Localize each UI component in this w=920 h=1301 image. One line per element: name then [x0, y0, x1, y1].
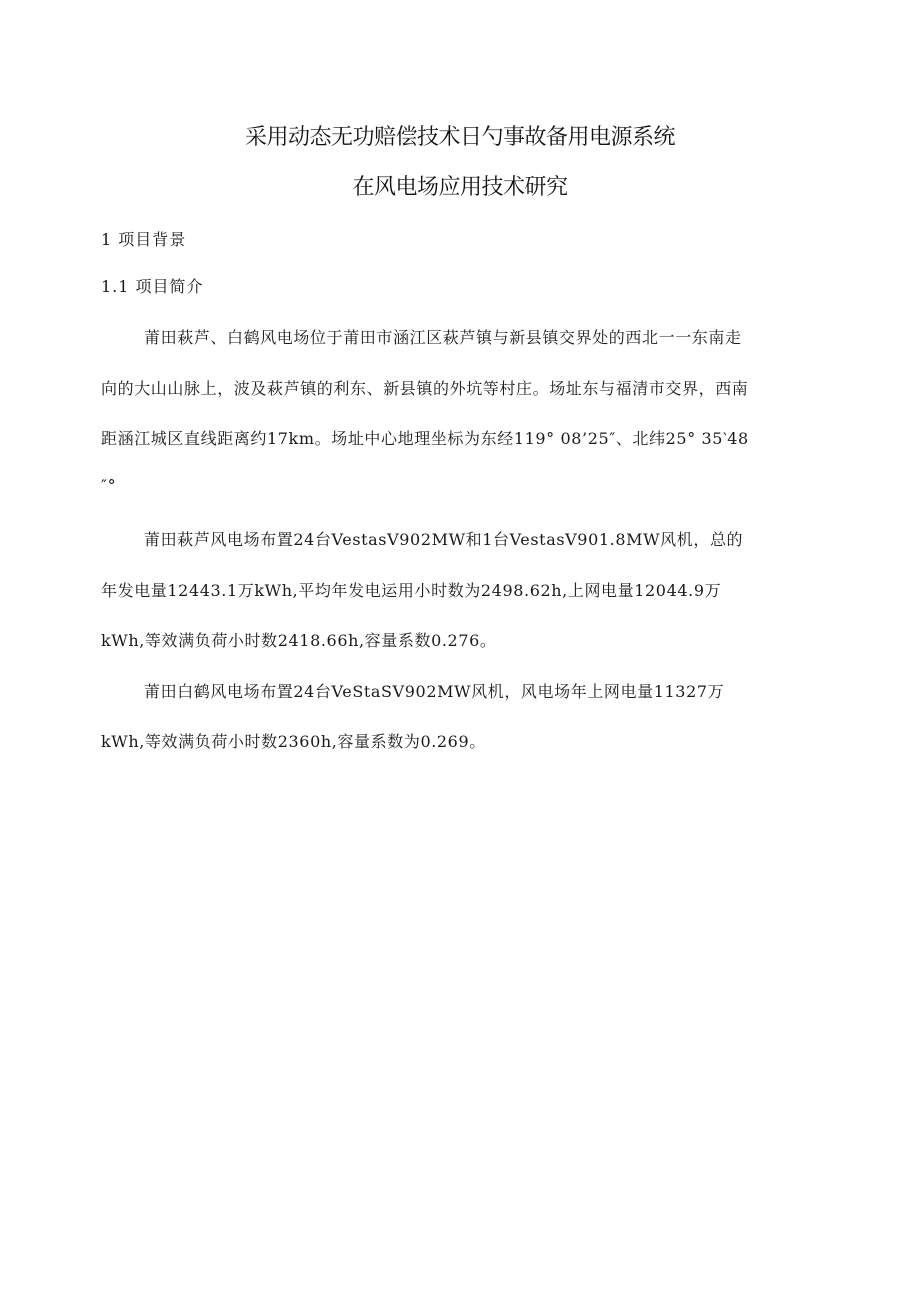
- section-heading-1-1: 1.1 项目简介: [101, 277, 204, 296]
- document-title-line-1: 采用动态无功赔偿技术日勺事故备用电源系统: [244, 125, 675, 150]
- paragraph-2-line-3: kWh,等效满负荷小时数2418.66h,容量系数0.276。: [101, 631, 497, 650]
- paragraph-1-line-1: 莆田萩芦、白鹤风电场位于莆田市涵江区萩芦镇与新县镇交界处的西北一一东南走: [144, 328, 742, 347]
- paragraph-3-line-2: kWh,等效满负荷小时数2360h,容量系数为0.269。: [101, 732, 486, 751]
- paragraph-1-line-4: ″°: [101, 476, 117, 495]
- document-title-line-2: 在风电场应用技术研究: [352, 175, 568, 200]
- paragraph-2-line-2: 年发电量12443.1万kWh,平均年发电运用小时数为2498.62h,上网电量12044.9万: [101, 581, 722, 600]
- paragraph-1-line-3: 距涵江城区直线距离约17km。场址中心地理坐标为东经119° 08’25″、北纬25° 35‵48: [101, 429, 749, 448]
- paragraph-2-line-1: 莆田萩芦风电场布置24台VestasV902MW和1台VestasV901.8MW风机，总的: [144, 530, 744, 549]
- section-heading-1: 1 项目背景: [101, 230, 187, 249]
- paragraph-1-line-2: 向的大山山脉上，波及萩芦镇的利东、新县镇的外坑等村庄。场址东与福清市交界，西南: [101, 379, 749, 398]
- paragraph-3-line-1: 莆田白鹤风电场布置24台VeStaSV902MW风机，风电场年上网电量11327万: [144, 682, 725, 701]
